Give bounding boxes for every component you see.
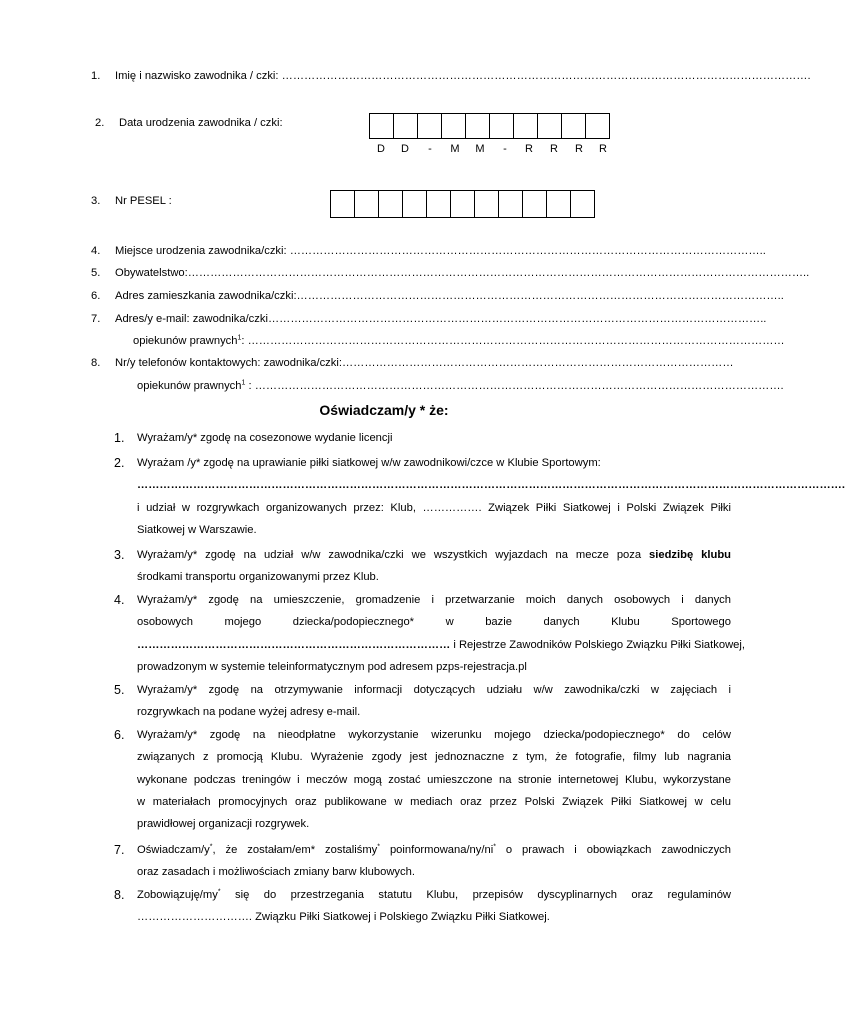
statement-line (137, 839, 731, 861)
statement-text: poinformowana/ny/ni (380, 844, 494, 856)
statement-line (137, 634, 745, 656)
statements-heading: Oświadczam/y * że: (319, 402, 449, 418)
word: Sportowego (671, 616, 731, 629)
date-box[interactable] (393, 113, 418, 139)
item-7-number: 7. (91, 313, 101, 325)
statement-line: Wyrażam/y* zgodę na cosezonowe wydanie licencji (137, 432, 393, 444)
statement-5 (137, 679, 731, 724)
statement-line: …………………………. Związku Piłki Siatkowej i Polskiego Związku Piłki Siatkowej. (137, 911, 550, 924)
date-format-char: M (475, 143, 485, 155)
guardian-email-label: opiekunów prawnych (133, 335, 238, 347)
guardian-phone-dots: : ……………………………………………………………………………………………………………………………. (245, 380, 784, 392)
word: danych (543, 616, 580, 629)
phone-field[interactable]: Nr/y telefonów kontaktowych: zawodnika/czki:…………………………………………………………………………………………… (115, 357, 734, 369)
asterisk: * (209, 843, 213, 851)
date-box[interactable] (369, 113, 394, 139)
statement-7-number: 7. (114, 843, 125, 857)
citizenship-field[interactable]: Obywatelstwo:………………………………………………………………………………………………………………………………………………….. (115, 267, 810, 279)
birth-place-field[interactable]: Miejsce urodzenia zawodnika/czki: ……………………………………………………………………………………………………………….. (115, 245, 766, 257)
statement-2 (137, 452, 845, 541)
statement-line: wykonane podczas treningów i meczów mogą zostać umieszczone na stronie internetowej Klubu, wykorzystane (137, 773, 731, 786)
statement-line (137, 884, 731, 906)
pesel-box[interactable] (498, 190, 523, 218)
birth-date-boxes[interactable] (369, 113, 609, 139)
date-format-char: R (575, 143, 583, 155)
date-box[interactable] (561, 113, 586, 139)
address-field[interactable]: Adres zamieszkania zawodnika/czki:………………………………………………………………………………………………………………….. (115, 290, 784, 302)
item-8-number: 8. (91, 357, 101, 369)
pesel-box[interactable] (546, 190, 571, 218)
item-6-number: 6. (91, 290, 101, 302)
email-field[interactable]: Adres/y e-mail: zawodnika/czki…………………………………………………………………………………………………………………….. (115, 313, 767, 325)
statement-line: oraz zasadach i możliwościach zmiany barw klubowych. (137, 866, 415, 879)
asterisk: * (217, 888, 221, 896)
statement-6-number: 6. (114, 728, 125, 742)
statement-line (137, 544, 731, 566)
footnote-mark: 1 (237, 334, 242, 342)
date-format-char: - (503, 143, 507, 155)
item-1-number: 1. (91, 70, 101, 82)
pesel-box[interactable] (522, 190, 547, 218)
date-format-char: R (550, 143, 558, 155)
birth-date-label: Data urodzenia zawodnika / czki: (119, 117, 283, 129)
asterisk: * (377, 843, 380, 851)
pesel-box[interactable] (570, 190, 595, 218)
date-format-char: M (450, 143, 460, 155)
statement-2-number: 2. (114, 456, 125, 470)
asterisk: * (493, 843, 496, 851)
date-format-char: - (428, 143, 432, 155)
word: w (445, 616, 454, 629)
word: Klubu (611, 616, 640, 629)
date-format-char: D (401, 143, 409, 155)
full-name-field[interactable]: Imię i nazwisko zawodnika / czki: ……………………………………………………………………………………………………………………………. (115, 70, 811, 82)
statement-line: Wyrażam/y* zgodę na otrzymywanie informacji dotyczących udziału w/w zawodnika/czki w zajęciach i (137, 684, 731, 696)
statement-4 (137, 589, 745, 678)
guardian-phone-field[interactable] (137, 380, 784, 393)
pesel-box[interactable] (402, 190, 427, 218)
statement-text: Zobowiązuję/my (137, 889, 218, 901)
statement-text: się do przestrzegania statutu Klubu, przepisów dyscyplinarnych oraz regulaminów (220, 889, 731, 901)
statement-8-number: 8. (114, 888, 125, 902)
date-box[interactable] (465, 113, 490, 139)
statement-line: prawidłowej organizacji rozgrywek. (137, 818, 310, 831)
footnote-mark: 1 (241, 379, 246, 387)
club-registry-dots[interactable]: ………………………………………………………………………… (137, 638, 451, 651)
guardian-email-field[interactable] (133, 335, 785, 348)
statement-line (137, 611, 731, 633)
statement-3-number: 3. (114, 548, 125, 562)
word: osobowych (137, 616, 193, 629)
statement-line: środkami transportu organizowanymi przez Klub. (137, 571, 379, 584)
item-4-number: 4. (91, 245, 101, 257)
statement-text: o prawach i obowiązkach zawodniczych (495, 844, 731, 856)
item-2-number: 2. (95, 117, 105, 129)
statement-text: Wyrażam/y* zgodę na udział w/w zawodnika/czki we wszystkich wyjazdach na mecze poza (137, 549, 650, 561)
date-box[interactable] (513, 113, 538, 139)
statement-line: Wyrażam /y* zgodę na uprawianie piłki siatkowej w/w zawodnikowi/czce w Klubie Sportowym: (137, 457, 601, 469)
pesel-label: Nr PESEL : (115, 195, 172, 207)
statement-1 (137, 427, 731, 449)
statement-4-number: 4. (114, 593, 125, 607)
word: bazie (485, 616, 512, 629)
date-format-char: R (525, 143, 533, 155)
club-name-dots[interactable]: ………………………………………………………………………………………………………………………………………………………………………. (137, 479, 845, 492)
guardian-email-dots: : ……………………………………………………………………………………………………………………………… (241, 335, 785, 347)
item-5-number: 5. (91, 267, 101, 279)
statement-8 (137, 884, 731, 929)
statement-6 (137, 724, 731, 835)
statement-line: Wyrażam/y* zgodę na nieodpłatne wykorzystanie wizerunku mojego dziecka/podopiecznego* do celów (137, 729, 731, 741)
date-box[interactable] (441, 113, 466, 139)
statement-line: Siatkowej w Warszawie. (137, 523, 257, 536)
date-box[interactable] (585, 113, 610, 139)
pesel-box[interactable] (474, 190, 499, 218)
guardian-phone-label: opiekunów prawnych (137, 380, 242, 392)
pesel-box[interactable] (354, 190, 379, 218)
statement-1-number: 1. (114, 431, 125, 445)
statement-text: , że zostałam/em* zostaliśmy (212, 844, 378, 856)
statement-5-number: 5. (114, 683, 125, 697)
date-format-char: R (599, 143, 607, 155)
statement-line: i udział w rozgrywkach organizowanych przez: Klub, ……………. Związek Piłki Siatkowej i Polski Związek Piłki (137, 501, 731, 514)
pesel-box[interactable] (378, 190, 403, 218)
statement-text: i Rejestrze Zawodników Polskiego Związku Piłki Siatkowej, (450, 638, 745, 651)
pesel-box[interactable] (426, 190, 451, 218)
statement-line: rozgrywkach na podane wyżej adresy e-mail. (137, 706, 361, 719)
word: mojego (224, 616, 262, 629)
statement-7 (137, 839, 731, 884)
statement-line: Wyrażam/y* zgodę na umieszczenie, gromadzenie i przetwarzanie moich danych osobowych i danych (137, 594, 731, 606)
date-box[interactable] (417, 113, 442, 139)
statement-line: związanych z promocją Klubu. Wyrażenie zgody jest jednoznaczne z tym, że fotografie, filmy lub nagrania (137, 751, 731, 764)
club-seat-bold: siedzibę klubu (649, 549, 731, 561)
date-box[interactable] (489, 113, 514, 139)
item-3-number: 3. (91, 195, 101, 207)
date-box[interactable] (537, 113, 562, 139)
word: dziecka/podopiecznego* (292, 616, 415, 629)
pesel-box[interactable] (450, 190, 475, 218)
pesel-box[interactable] (330, 190, 355, 218)
statement-3 (137, 544, 731, 589)
date-format-char: D (377, 143, 385, 155)
pesel-boxes[interactable] (330, 190, 594, 218)
statement-line: w materiałach promocyjnych oraz publikowane w mediach oraz przez Polski Związek Piłki Siatkowej w celu (137, 795, 731, 808)
statement-text: Oświadczam/y (137, 844, 210, 856)
statement-line: prowadzonym w systemie teleinformatycznym pod adresem pzps-rejestracja.pl (137, 660, 527, 673)
